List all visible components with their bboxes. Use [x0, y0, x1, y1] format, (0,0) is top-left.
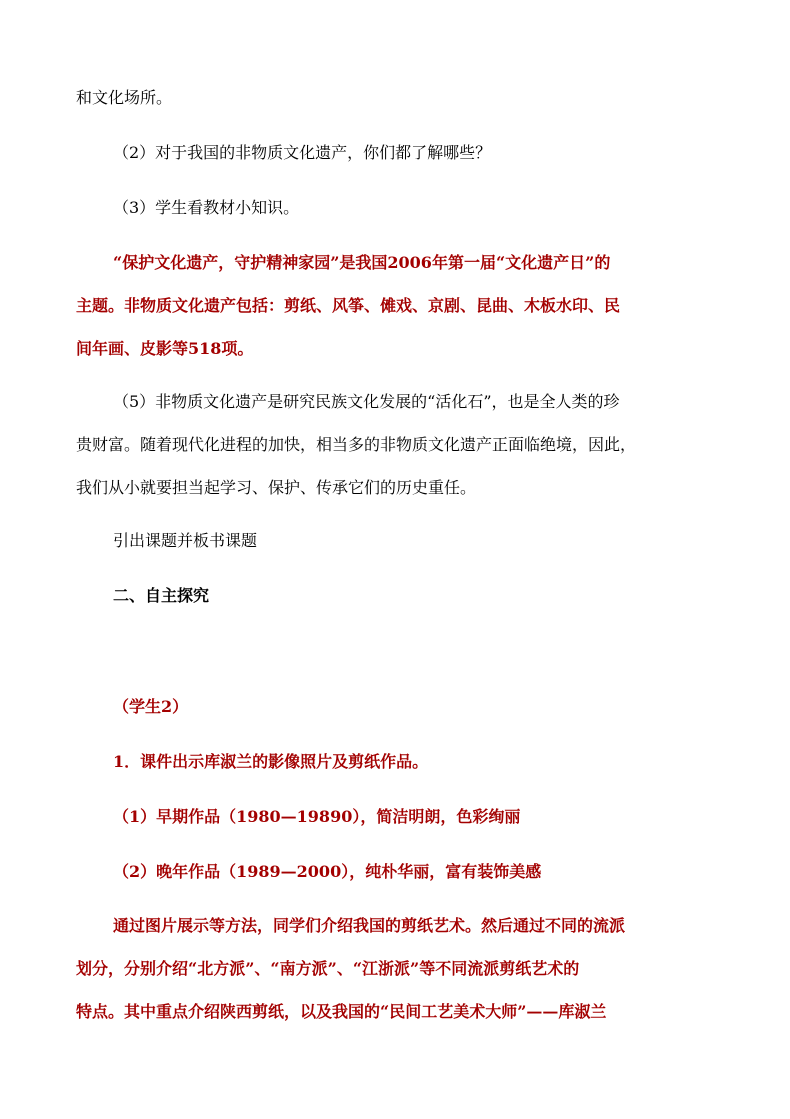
highlight-paragraph-line-2: 主题。非物质文化遗产包括：剪纸、风筝、傩戏、京剧、昆曲、木板水印、民 [76, 296, 621, 315]
student-2-label: （学生2） [113, 697, 189, 716]
item-5-line-2: 贵财富。随着现代化进程的加快，相当多的非物质文化遗产正面临绝境，因此， [76, 435, 637, 454]
highlight-paragraph-line-1: “保护文化遗产，守护精神家园”是我国2006年第一届“文化遗产日”的 [113, 253, 611, 272]
late-works-item: （2）晚年作品（1989—2000），纯朴华丽，富有装饰美感 [113, 862, 542, 881]
item-5-line-3: 我们从小就要担当起学习、保护、传承它们的历史重任。 [76, 478, 477, 497]
item-2-question: （2）对于我国的非物质文化遗产，你们都了解哪些？ [113, 143, 492, 162]
exploration-item-1: 1．课件出示库淑兰的影像照片及剪纸作品。 [113, 752, 429, 771]
item-5-line-1: （5）非物质文化遗产是研究民族文化发展的“活化石”，也是全人类的珍 [113, 392, 620, 411]
papercut-paragraph-line-2: 划分，分别介绍“北方派”、“南方派”、“江浙派”等不同流派剪纸艺术的 [76, 959, 580, 978]
papercut-paragraph-line-1: 通过图片展示等方法，同学们介绍我国的剪纸艺术。然后通过不同的流派 [113, 916, 626, 935]
early-works-item: （1）早期作品（1980—19890），简洁明朗，色彩绚丽 [113, 807, 521, 826]
papercut-paragraph-line-3: 特点。其中重点介绍陕西剪纸，以及我国的“民间工艺美术大师”——库淑兰 [76, 1002, 607, 1021]
item-3-textbook: （3）学生看教材小知识。 [113, 198, 300, 217]
section-heading-self-exploration: 二、自主探究 [113, 586, 210, 605]
paragraph-line-1: 和文化场所。 [76, 88, 173, 107]
lead-in-topic: 引出课题并板书课题 [113, 531, 258, 550]
highlight-paragraph-line-3: 间年画、皮影等518项。 [76, 339, 254, 358]
